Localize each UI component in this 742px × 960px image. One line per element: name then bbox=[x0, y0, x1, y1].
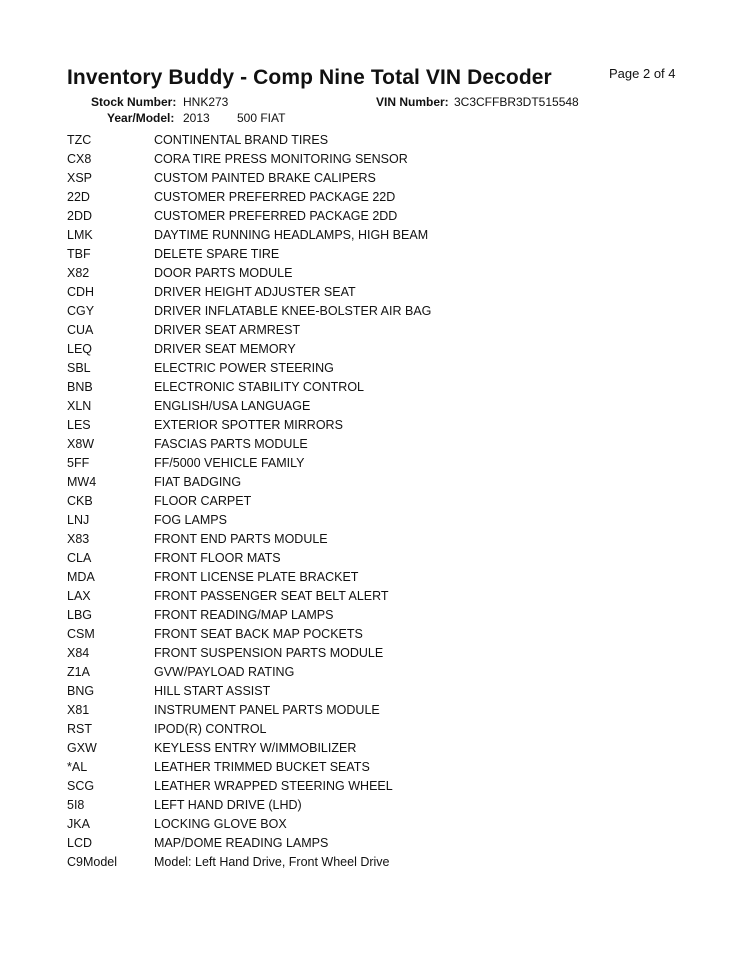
code-row bbox=[67, 605, 707, 624]
option-code: TBF bbox=[67, 246, 91, 261]
option-description: CONTINENTAL BRAND TIRES bbox=[154, 132, 329, 147]
option-code: BNG bbox=[67, 683, 95, 698]
code-row bbox=[67, 282, 707, 301]
code-row bbox=[67, 377, 707, 396]
stock-number-value: HNK273 bbox=[183, 95, 229, 109]
option-description: IPOD(R) CONTROL bbox=[154, 721, 267, 736]
code-row bbox=[67, 491, 707, 510]
code-row bbox=[67, 795, 707, 814]
option-description: CUSTOM PAINTED BRAKE CALIPERS bbox=[154, 170, 376, 185]
option-code: MDA bbox=[67, 569, 95, 584]
option-description: FF/5000 VEHICLE FAMILY bbox=[154, 455, 305, 470]
option-description: DOOR PARTS MODULE bbox=[154, 265, 293, 280]
model-value: 500 FIAT bbox=[237, 111, 286, 125]
code-row bbox=[67, 168, 707, 187]
option-code: CSM bbox=[67, 626, 95, 641]
option-code: *AL bbox=[67, 759, 88, 774]
vin-label: VIN Number: bbox=[376, 95, 449, 109]
code-row bbox=[67, 814, 707, 833]
option-code: C9Model bbox=[67, 854, 118, 869]
option-code: LBG bbox=[67, 607, 93, 622]
code-row bbox=[67, 244, 707, 263]
option-code: XLN bbox=[67, 398, 92, 413]
code-row bbox=[67, 757, 707, 776]
code-row bbox=[67, 225, 707, 244]
option-code: 22D bbox=[67, 189, 90, 204]
code-row bbox=[67, 548, 707, 567]
code-row bbox=[67, 149, 707, 168]
option-description: DRIVER INFLATABLE KNEE-BOLSTER AIR BAG bbox=[154, 303, 432, 318]
option-code: LCD bbox=[67, 835, 93, 850]
code-row bbox=[67, 358, 707, 377]
code-row bbox=[67, 415, 707, 434]
option-description: CORA TIRE PRESS MONITORING SENSOR bbox=[154, 151, 408, 166]
code-row bbox=[67, 301, 707, 320]
option-description: MAP/DOME READING LAMPS bbox=[154, 835, 329, 850]
option-code: CKB bbox=[67, 493, 93, 508]
option-code: MW4 bbox=[67, 474, 97, 489]
code-row bbox=[67, 206, 707, 225]
option-description: FRONT FLOOR MATS bbox=[154, 550, 281, 565]
option-description: Model: Left Hand Drive, Front Wheel Drive bbox=[154, 854, 390, 869]
option-description: ELECTRONIC STABILITY CONTROL bbox=[154, 379, 364, 394]
option-code: 2DD bbox=[67, 208, 93, 223]
option-description: ENGLISH/USA LANGUAGE bbox=[154, 398, 311, 413]
code-row bbox=[67, 643, 707, 662]
page-title: Inventory Buddy - Comp Nine Total VIN Decoder bbox=[67, 66, 552, 89]
option-code: SBL bbox=[67, 360, 91, 375]
code-row bbox=[67, 624, 707, 643]
code-row bbox=[67, 263, 707, 282]
page-number: Page 2 of 4 bbox=[609, 66, 676, 81]
option-code: CUA bbox=[67, 322, 94, 337]
option-description: INSTRUMENT PANEL PARTS MODULE bbox=[154, 702, 380, 717]
option-code: BNB bbox=[67, 379, 93, 394]
code-row bbox=[67, 434, 707, 453]
option-description: LEATHER TRIMMED BUCKET SEATS bbox=[154, 759, 370, 774]
option-code: X81 bbox=[67, 702, 90, 717]
option-code: CDH bbox=[67, 284, 95, 299]
option-description: LOCKING GLOVE BOX bbox=[154, 816, 287, 831]
code-row bbox=[67, 320, 707, 339]
option-code: CGY bbox=[67, 303, 95, 318]
year-model-label: Year/Model: bbox=[107, 111, 175, 125]
option-code: RST bbox=[67, 721, 92, 736]
option-code: GXW bbox=[67, 740, 97, 755]
option-description: FRONT LICENSE PLATE BRACKET bbox=[154, 569, 359, 584]
option-code: LAX bbox=[67, 588, 91, 603]
option-description: FRONT READING/MAP LAMPS bbox=[154, 607, 334, 622]
code-row bbox=[67, 529, 707, 548]
year-value: 2013 bbox=[183, 111, 210, 125]
option-code: JKA bbox=[67, 816, 90, 831]
option-code: X83 bbox=[67, 531, 90, 546]
option-description: HILL START ASSIST bbox=[154, 683, 271, 698]
option-code: LEQ bbox=[67, 341, 93, 356]
option-description: FRONT END PARTS MODULE bbox=[154, 531, 328, 546]
option-code: TZC bbox=[67, 132, 92, 147]
option-description: GVW/PAYLOAD RATING bbox=[154, 664, 295, 679]
option-code: 5FF bbox=[67, 455, 90, 470]
code-row bbox=[67, 681, 707, 700]
code-row bbox=[67, 130, 707, 149]
option-code: LMK bbox=[67, 227, 93, 242]
option-code: CX8 bbox=[67, 151, 92, 166]
option-code: LES bbox=[67, 417, 91, 432]
option-code: LNJ bbox=[67, 512, 90, 527]
code-row bbox=[67, 187, 707, 206]
option-code: XSP bbox=[67, 170, 93, 185]
code-row bbox=[67, 662, 707, 681]
code-row bbox=[67, 339, 707, 358]
code-row bbox=[67, 700, 707, 719]
option-description: FOG LAMPS bbox=[154, 512, 227, 527]
option-description: CUSTOMER PREFERRED PACKAGE 2DD bbox=[154, 208, 398, 223]
option-code: Z1A bbox=[67, 664, 90, 679]
option-code: SCG bbox=[67, 778, 95, 793]
option-code-list bbox=[67, 130, 707, 871]
option-description: FRONT SUSPENSION PARTS MODULE bbox=[154, 645, 384, 660]
stock-number-label: Stock Number: bbox=[91, 95, 177, 109]
code-row bbox=[67, 586, 707, 605]
option-description: DRIVER SEAT MEMORY bbox=[154, 341, 296, 356]
option-description: FIAT BADGING bbox=[154, 474, 242, 489]
code-row bbox=[67, 510, 707, 529]
option-description: FASCIAS PARTS MODULE bbox=[154, 436, 308, 451]
option-description: LEFT HAND DRIVE (LHD) bbox=[154, 797, 302, 812]
option-code: CLA bbox=[67, 550, 92, 565]
code-row bbox=[67, 776, 707, 795]
option-description: DELETE SPARE TIRE bbox=[154, 246, 280, 261]
option-code: X82 bbox=[67, 265, 90, 280]
option-description: FRONT SEAT BACK MAP POCKETS bbox=[154, 626, 363, 641]
option-description: EXTERIOR SPOTTER MIRRORS bbox=[154, 417, 343, 432]
option-code: 5I8 bbox=[67, 797, 85, 812]
option-description: DAYTIME RUNNING HEADLAMPS, HIGH BEAM bbox=[154, 227, 429, 242]
option-description: CUSTOMER PREFERRED PACKAGE 22D bbox=[154, 189, 396, 204]
code-row bbox=[67, 567, 707, 586]
option-code: X84 bbox=[67, 645, 90, 660]
code-row bbox=[67, 719, 707, 738]
option-description: FLOOR CARPET bbox=[154, 493, 252, 508]
option-code: X8W bbox=[67, 436, 95, 451]
option-description: ELECTRIC POWER STEERING bbox=[154, 360, 334, 375]
code-row bbox=[67, 852, 707, 871]
code-row bbox=[67, 738, 707, 757]
option-description: DRIVER SEAT ARMREST bbox=[154, 322, 301, 337]
code-row bbox=[67, 833, 707, 852]
option-description: DRIVER HEIGHT ADJUSTER SEAT bbox=[154, 284, 356, 299]
vin-value: 3C3CFFBR3DT515548 bbox=[454, 95, 579, 109]
code-row bbox=[67, 396, 707, 415]
code-row bbox=[67, 472, 707, 491]
code-row bbox=[67, 453, 707, 472]
option-description: FRONT PASSENGER SEAT BELT ALERT bbox=[154, 588, 389, 603]
option-description: KEYLESS ENTRY W/IMMOBILIZER bbox=[154, 740, 357, 755]
option-description: LEATHER WRAPPED STEERING WHEEL bbox=[154, 778, 393, 793]
